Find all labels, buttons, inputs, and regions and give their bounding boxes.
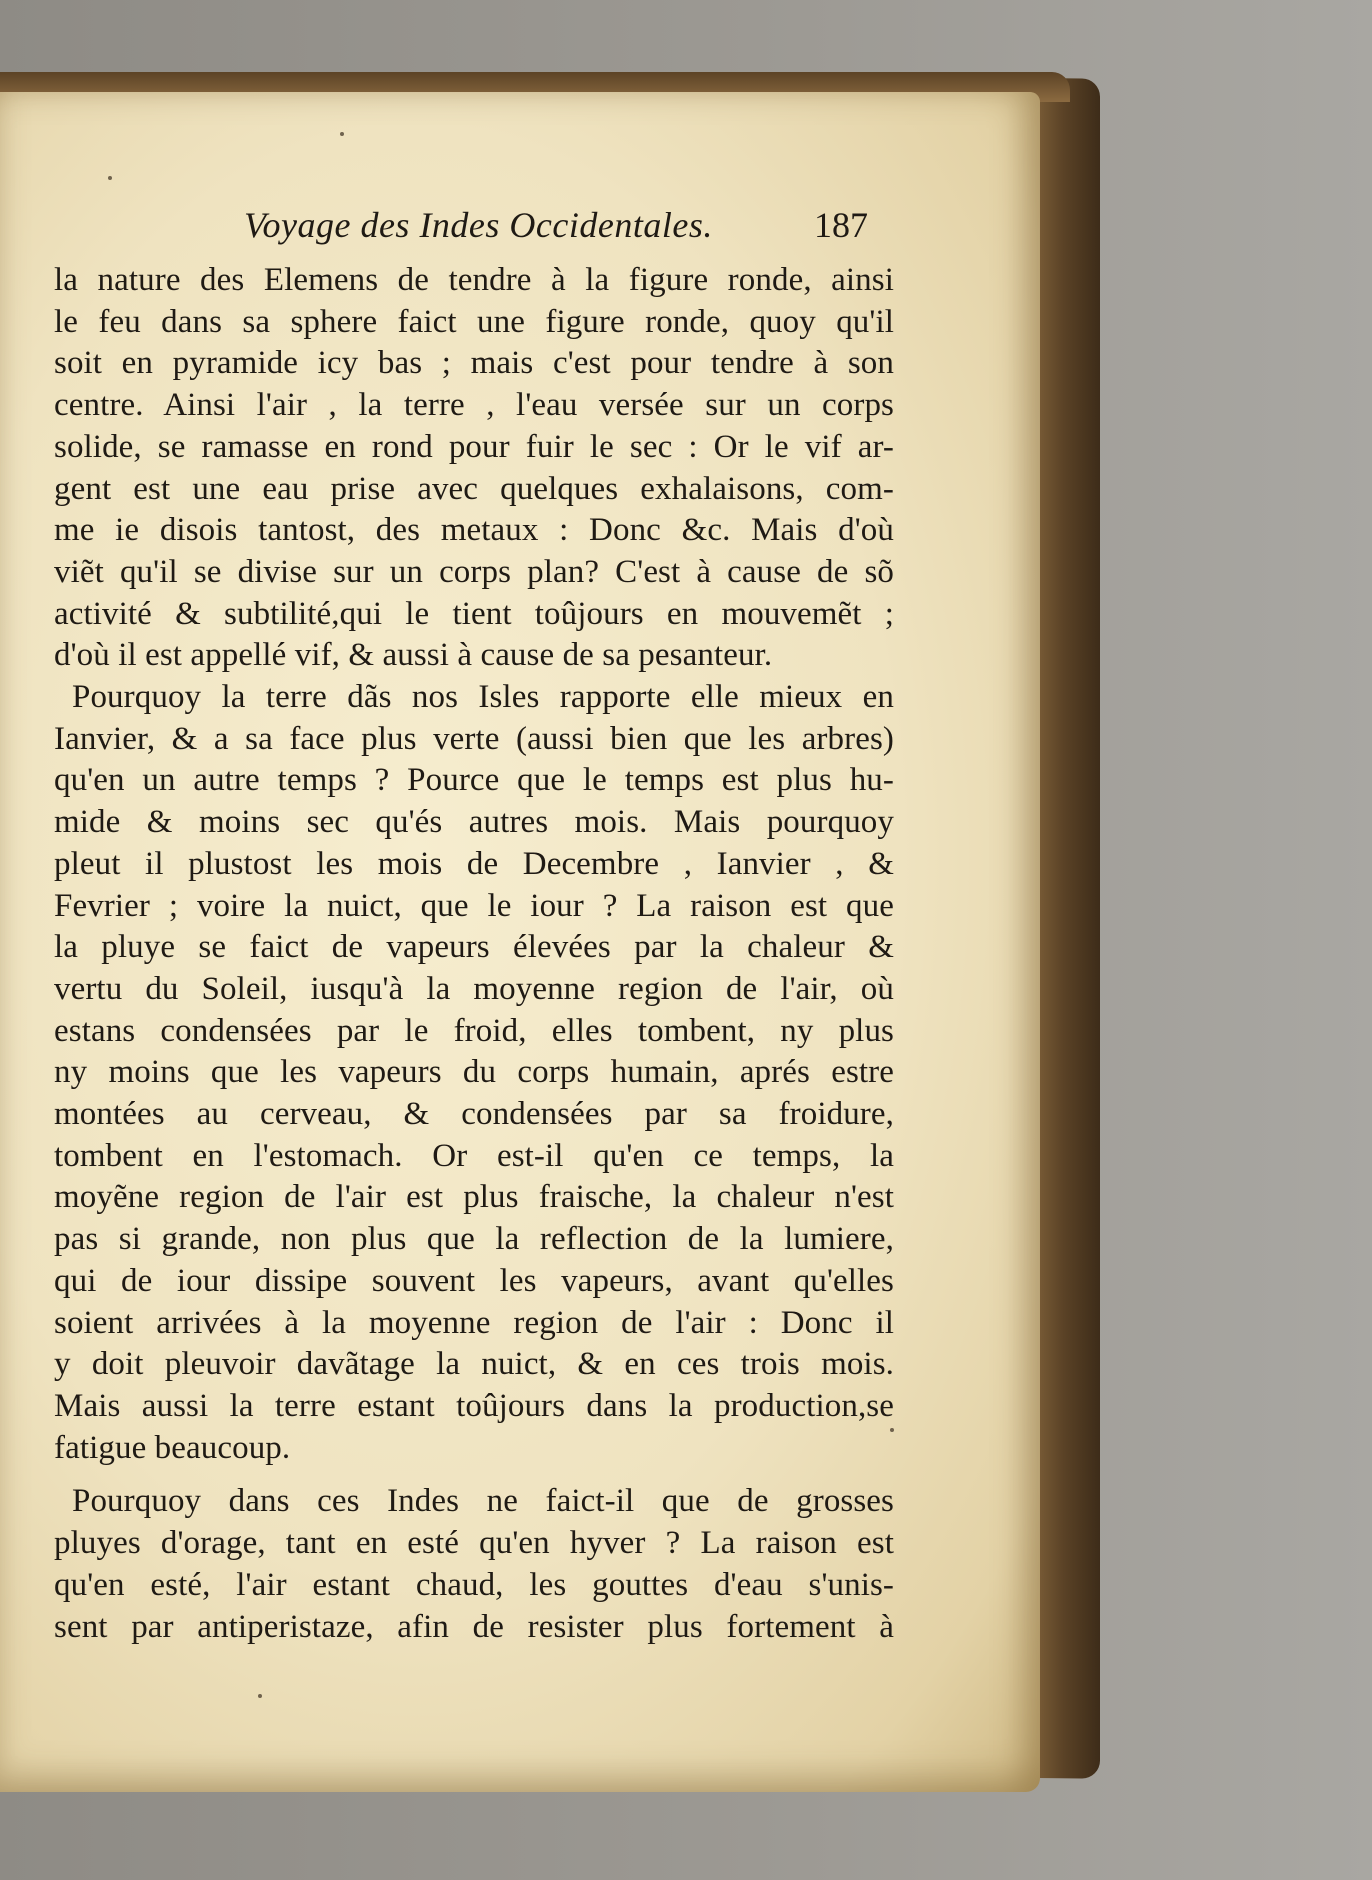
text-line: qui de iour dissipe souvent les vapeurs, avant qu'elles — [54, 1262, 894, 1299]
page-speck — [890, 1428, 894, 1432]
text-line: d'où il est appellé vif, & aussi à cause de sa pesanteur. — [54, 637, 773, 674]
text-line: mide & moins sec qu'és autres mois. Mais pourquoy — [54, 804, 894, 841]
text-line: y doit pleuvoir davãtage la nuict, & en ces trois mois. — [54, 1346, 894, 1383]
page-number: 187 — [814, 205, 868, 245]
text-line: pleut il plustost les mois de Decembre , Ianvier , & — [54, 845, 894, 882]
text-line: estans condensées par le froid, elles tombent, ny plus — [54, 1012, 894, 1049]
paragraph-1 — [54, 260, 904, 677]
page-speck — [108, 176, 112, 180]
text-line: Fevrier ; voire la nuict, que le iour ? La raison est que — [54, 887, 894, 924]
text-line: fatigue beaucoup. — [54, 1429, 291, 1466]
text-line: pas si grande, non plus que la reflection de la lumiere, — [54, 1221, 894, 1258]
text-line: Mais aussi la terre estant toûjours dans la production,se — [54, 1387, 894, 1424]
text-line: activité & subtilité,qui le tient toûjours en mouvemẽt ; — [54, 595, 894, 632]
text-line: Pourquoy la terre dãs nos Isles rapporte elle mieux en — [72, 679, 894, 716]
paragraph-3 — [54, 1481, 904, 1648]
page-speck — [340, 132, 344, 136]
text-line: ny moins que les vapeurs du corps humain, aprés estre — [54, 1054, 894, 1091]
text-line: qu'en un autre temps ? Pource que le temps est plus hu- — [54, 762, 894, 799]
body-text — [54, 260, 904, 1648]
text-line: la nature des Elemens de tendre à la figure ronde, ainsi — [54, 262, 894, 298]
text-line: solide, se ramasse en rond pour fuir le sec : Or le vif ar- — [54, 428, 894, 465]
running-title: Voyage des Indes Occidentales. — [244, 205, 713, 245]
book-page — [0, 92, 1040, 1792]
text-line: pluyes d'orage, tant en esté qu'en hyver ? La raison est — [54, 1525, 894, 1562]
text-line: me ie disois tantost, des metaux : Donc &c. Mais d'où — [54, 512, 894, 549]
text-line: soit en pyramide icy bas ; mais c'est pour tendre à son — [54, 345, 894, 382]
text-line: sent par antiperistaze, afin de resister plus fortement à — [54, 1608, 894, 1645]
text-line: gent est une eau prise avec quelques exhalaisons, com- — [54, 470, 894, 507]
text-line: la pluye se faict de vapeurs élevées par la chaleur & — [54, 929, 894, 966]
text-line: moyẽne region de l'air est plus fraische, la chaleur n'est — [54, 1179, 894, 1216]
running-head — [54, 204, 904, 254]
paragraph-gap — [54, 1469, 904, 1481]
paragraph-2 — [54, 677, 904, 1469]
text-line: Pourquoy dans ces Indes ne faict-il que de grosses — [72, 1483, 894, 1520]
text-line: qu'en esté, l'air estant chaud, les gouttes d'eau s'unis- — [54, 1566, 894, 1603]
text-line: vertu du Soleil, iusqu'à la moyenne region de l'air, où — [54, 970, 894, 1007]
text-line: Ianvier, & a sa face plus verte (aussi bien que les arbres) — [54, 720, 894, 757]
text-line: tombent en l'estomach. Or est-il qu'en ce temps, la — [54, 1137, 894, 1174]
text-line: soient arrivées à la moyenne region de l'air : Donc il — [54, 1304, 894, 1341]
page-speck — [258, 1694, 262, 1698]
text-line: montées au cerveau, & condensées par sa froidure, — [54, 1096, 894, 1133]
page-text-block — [54, 204, 904, 1648]
text-line: centre. Ainsi l'air , la terre , l'eau versée sur un corps — [54, 387, 894, 424]
text-line: viẽt qu'il se divise sur un corps plan? C'est à cause de sõ — [54, 553, 894, 590]
text-line: le feu dans sa sphere faict une figure ronde, quoy qu'il — [54, 303, 894, 340]
